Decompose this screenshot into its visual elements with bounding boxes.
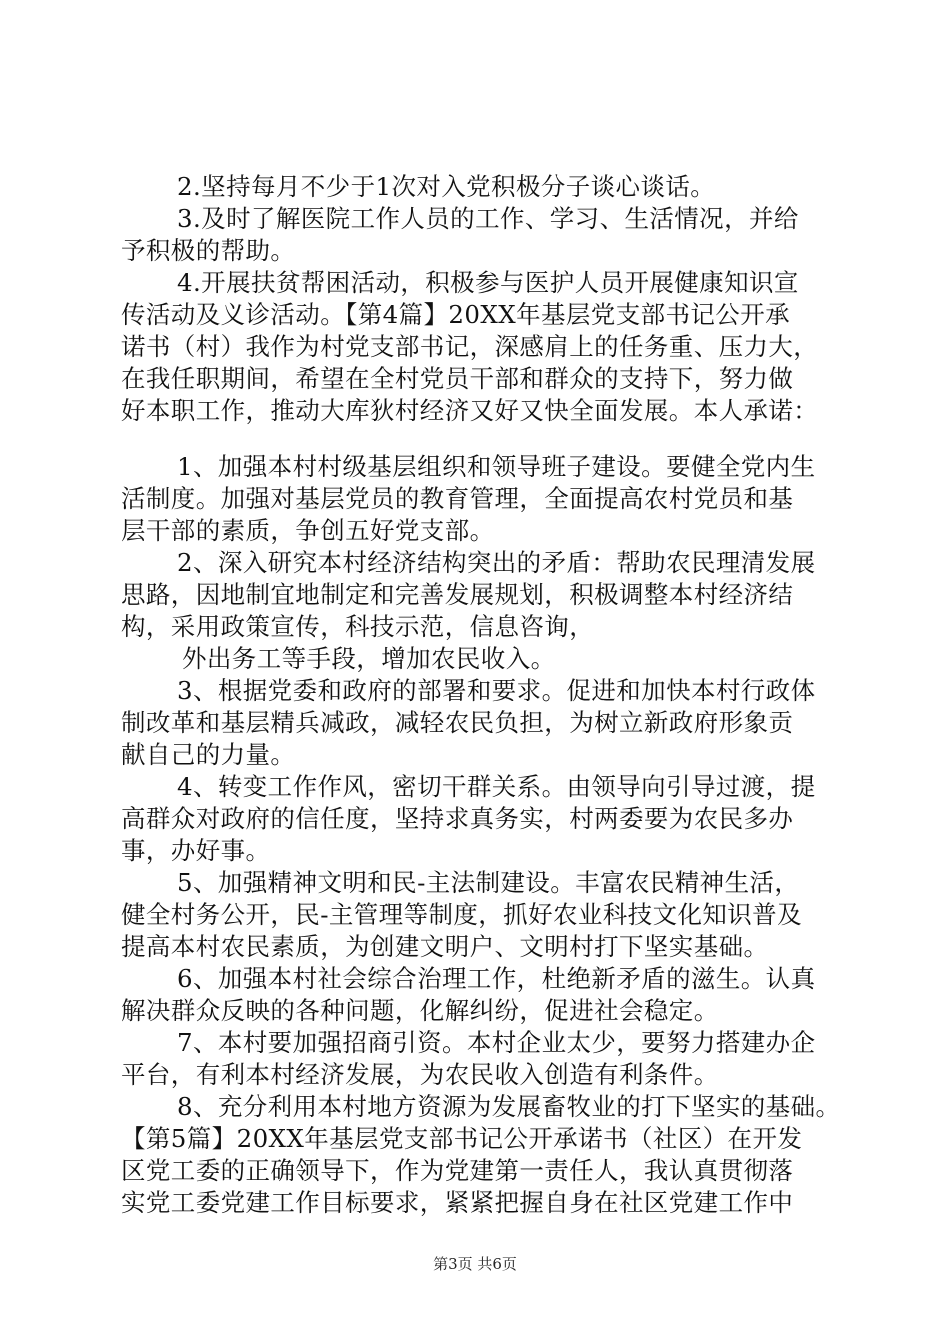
text-line: 好本职工作，推动大库狄村经济又好又快全面发展。本人承诺： <box>121 396 819 425</box>
text-line: 活制度。加强对基层党员的教育管理，全面提高农村党员和基 <box>121 484 794 513</box>
text-line: 健全村务公开，民-主管理等制度，抓好农业科技文化知识普及 <box>121 900 802 929</box>
text-line: 解决群众反映的各种问题，化解纠纷，促进社会稳定。 <box>121 996 719 1025</box>
text-line: 事，办好事。 <box>121 836 271 865</box>
text-line: 【第5篇】20XX年基层党支部书记公开承诺书（社区）在开发 <box>121 1124 803 1153</box>
text-line: 3.及时了解医院工作人员的工作、学习、生活情况，并给 <box>177 204 799 233</box>
text-line: 在我任职期间，希望在全村党员干部和群众的支持下，努力做 <box>121 364 794 393</box>
text-line: 提高本村农民素质，为创建文明户、文明村打下坚实基础。 <box>121 932 769 961</box>
text-line: 2.坚持每月不少于1次对入党积极分子谈心谈话。 <box>177 172 716 201</box>
text-line: 3、根据党委和政府的部署和要求。促进和加快本村行政体 <box>177 676 816 705</box>
text-line: 平台，有利本村经济发展，为农民收入创造有利条件。 <box>121 1060 719 1089</box>
text-line: 传活动及义诊活动。【第4篇】20XX年基层党支部书记公开承 <box>121 300 790 329</box>
text-line: 层干部的素质，争创五好党支部。 <box>121 516 495 545</box>
text-line: 高群众对政府的信任度，坚持求真务实，村两委要为农民多办 <box>121 804 794 833</box>
text-line: 制改革和基层精兵减政，减轻农民负担，为树立新政府形象贡 <box>121 708 794 737</box>
page-number-footer: 第3页 共6页 <box>433 1255 517 1273</box>
text-line: 实党工委党建工作目标要求，紧紧把握自身在社区党建工作中 <box>121 1188 794 1217</box>
text-line: 予积极的帮助。 <box>121 236 296 265</box>
text-line: 7、本村要加强招商引资。本村企业太少，要努力搭建办企 <box>177 1028 816 1057</box>
text-line: 构，采用政策宣传，科技示范，信息咨询， <box>121 612 595 641</box>
text-line: 2、深入研究本村经济结构突出的矛盾：帮助农民理清发展 <box>177 548 816 577</box>
text-line: 献自己的力量。 <box>121 740 296 769</box>
text-line: 诺书（村）我作为村党支部书记，深感肩上的任务重、压力大， <box>121 332 819 361</box>
text-line: 外出务工等手段，增加农民收入。 <box>182 644 556 673</box>
text-line: 区党工委的正确领导下，作为党建第一责任人，我认真贯彻落 <box>121 1156 794 1185</box>
text-line: 8、充分利用本村地方资源为发展畜牧业的打下坚实的基础。 <box>177 1092 841 1121</box>
text-line: 5、加强精神文明和民-主法制建设。丰富农民精神生活， <box>177 868 800 897</box>
text-line: 思路，因地制宜地制定和完善发展规划，积极调整本村经济结 <box>121 580 794 609</box>
text-line: 4.开展扶贫帮困活动，积极参与医护人员开展健康知识宣 <box>177 268 799 297</box>
text-line: 4、转变工作作风，密切干群关系。由领导向引导过渡，提 <box>177 772 816 801</box>
text-line: 1、加强本村村级基层组织和领导班子建设。要健全党内生 <box>177 452 816 481</box>
text-line: 6、加强本村社会综合治理工作，杜绝新矛盾的滋生。认真 <box>177 964 816 993</box>
